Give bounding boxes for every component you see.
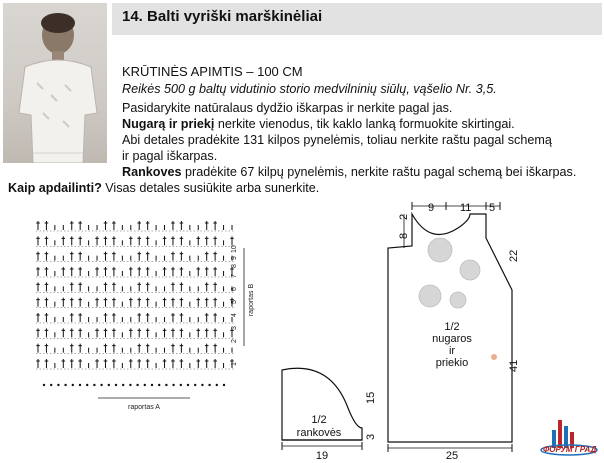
svg-text:1 [231, 362, 238, 366]
svg-text:9 [428, 202, 434, 214]
svg-text:raportas B [248, 284, 255, 317]
chain-stitch [64, 384, 66, 386]
svg-text:raportas A [128, 404, 160, 411]
svg-text:7 [231, 274, 238, 278]
sleeves-text: pradėkite 67 kilpų pynelėmis, nerkite raštu pagal schemą bei iškarpas. [181, 165, 577, 179]
svg-text:priekio [436, 357, 468, 369]
chain-stitch [79, 384, 81, 386]
dim-side-22: 22 [508, 249, 520, 262]
sleeve-label-2: rankovės [296, 427, 342, 439]
chart-row-label-4: 4 [231, 313, 238, 317]
back-heading: Nugarą ir priekį [122, 117, 215, 131]
chart-row-label-5: 5 [231, 300, 238, 304]
dim-neck-8: 8 [398, 232, 410, 239]
svg-text:ir [449, 345, 455, 357]
svg-text:10 [231, 245, 238, 253]
chain-stitch [108, 384, 110, 386]
chain-stitch [93, 384, 95, 386]
svg-text:41 [508, 360, 520, 372]
size-label: KRŪTINĖS APIMTIS – 100 CM [122, 64, 303, 79]
repeat-a-label: raportas A [128, 404, 160, 411]
chart-row-label-8: 8 [231, 264, 238, 268]
chain-stitch [122, 384, 124, 386]
back-text: nerkite vienodus, tik kaklo lanką formuokite skirtingai. [214, 117, 515, 131]
chain-stitch [100, 384, 102, 386]
svg-text:1/2 [311, 414, 326, 426]
chain-stitch [136, 384, 138, 386]
dim-sleeve-3: 3 [365, 433, 377, 440]
logo-text: ФОРУМ ГРАД [543, 445, 597, 454]
chain-stitch [43, 384, 45, 386]
snowflake-motifs [419, 238, 480, 308]
chain-stitch [216, 384, 218, 386]
dim-sleeve-15: 15 [365, 391, 377, 404]
dim-bottom-25: 25 [445, 450, 459, 462]
body-label-1: 1/2 [444, 321, 460, 333]
svg-text:nugaros [432, 333, 472, 345]
svg-text:9 [231, 256, 238, 260]
body-pattern [388, 202, 520, 462]
svg-text:1/2 [444, 321, 459, 333]
svg-text:8 [398, 233, 410, 239]
chain-stitch [144, 384, 146, 386]
body-label-3: ir [448, 345, 456, 357]
chain-stitch [172, 384, 174, 386]
svg-text:5 [489, 202, 495, 214]
dim-top-11: 11 [460, 202, 472, 214]
page-title: 14. Balti vyriški marškinėliai [122, 8, 323, 25]
chain-stitch [115, 384, 117, 386]
chart-row-label-10: 10 [231, 245, 238, 253]
chain-stitch [72, 384, 74, 386]
svg-text:15 [365, 392, 377, 404]
chain-stitch [187, 384, 189, 386]
svg-text:2 [398, 214, 410, 220]
body-label-2: nugaros [432, 333, 472, 345]
instruction-line-1: Pasidarykite natūralaus dydžio iškarpas ir nerkite pagal jas. [122, 101, 453, 115]
svg-text:19 [316, 450, 328, 462]
finish-heading: Kaip apdailinti? [8, 181, 102, 195]
chart-row-label-3: 3 [231, 326, 238, 330]
chain-stitch [165, 384, 167, 386]
dim-side-41: 41 [508, 359, 520, 372]
materials-text: Reikės 500 g baltų vidutinio storio medvilninių siūlų, vąšelio Nr. 3,5. [122, 82, 497, 96]
chain-stitch [151, 384, 153, 386]
chain-stitch [86, 384, 88, 386]
sleeve-label-1: 1/2 [311, 414, 327, 426]
svg-text:2 [231, 339, 238, 343]
chart-row-label-1: 1 [231, 362, 238, 366]
dim-neck-2: 2 [398, 213, 410, 220]
svg-text:22 [508, 250, 520, 262]
svg-text:3 [231, 326, 238, 330]
stitch-chart [36, 221, 234, 386]
chain-stitch [208, 384, 210, 386]
svg-text:11 [460, 202, 471, 214]
svg-text:25 [446, 450, 458, 462]
svg-text:rankovės [297, 427, 342, 439]
body-label-4: priekio [435, 357, 469, 369]
chart-row-label-6: 6 [231, 287, 238, 291]
svg-text:3 [365, 434, 377, 440]
chain-stitch [158, 384, 160, 386]
chain-stitch [223, 384, 225, 386]
svg-text:6 [231, 287, 238, 291]
chart-row-label-2: 2 [231, 339, 238, 343]
dim-sleeve-19: 19 [315, 450, 329, 462]
svg-text:5 [231, 300, 238, 304]
finish-text: Visas detales susiūkite arba sunerkite. [101, 181, 320, 195]
chain-stitch [129, 384, 131, 386]
chain-stitch [180, 384, 182, 386]
chain-stitch [50, 384, 52, 386]
dim-top-9: 9 [428, 202, 435, 214]
instruction-line-3: Abi detales pradėkite 131 kilpos pynelėmis, toliau nerkite raštu pagal schemą [122, 133, 552, 147]
chart-row-label-7: 7 [231, 274, 238, 278]
repeat-b-label: raportas B [248, 283, 255, 317]
svg-text:4 [231, 313, 238, 317]
chain-stitch [201, 384, 203, 386]
chain-stitch [57, 384, 59, 386]
instruction-line-4: ir pagal iškarpas. [122, 149, 218, 163]
chart-row-label-9: 9 [231, 256, 238, 260]
sleeves-heading: Rankoves [122, 165, 182, 179]
chain-stitch [194, 384, 196, 386]
dim-top-5: 5 [489, 202, 496, 214]
svg-text:8 [231, 264, 238, 268]
sleeve-pattern [282, 368, 377, 462]
